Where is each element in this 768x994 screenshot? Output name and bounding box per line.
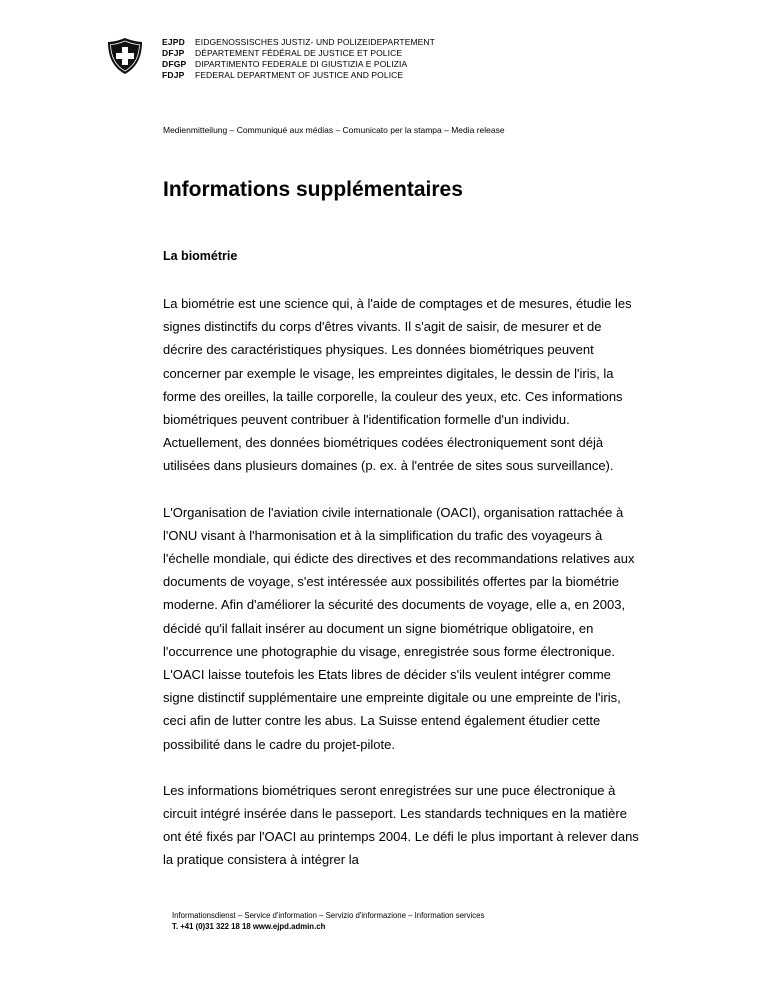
- section-heading: La biométrie: [163, 249, 238, 263]
- release-line: Medienmitteilung – Communiqué aux médias – Comunicato per la stampa – Media release: [163, 125, 505, 135]
- department-abbreviations: [162, 37, 186, 81]
- paragraph: Les informations biométriques seront enregistrées sur une puce électronique à circuit intégré insérée dans le passeport. Les standards techniques en la matière ont été fixés par l'OACI au printemps 2004. Le défi le plus important à relever dans la pratique consistera à intégrer la: [163, 782, 639, 868]
- abbreviation: EJPD: [162, 37, 186, 47]
- body-text: [163, 292, 643, 895]
- page-title: Informations supplémentaires: [163, 178, 463, 201]
- paragraph: La biométrie est une science qui, à l'aide de comptages et de mesures, étudie les signes distinctifs du corps d'êtres vivants. Il s'agit de saisir, de mesurer et de décrire des caractéristiques physiques. Les données biométriques peuvent concerner par exemple le visage, les empreintes digitales, le dessin de l'iris, la forme des oreilles, la taille corporelle, la couleur des yeux, etc. Ces informations biométriques peuvent contribuer à l'identification formelle d'un individu. Actuellement, des données biométriques codées électroniquement sont déjà utilisées dans plusieurs domaines (p. ex. à l'entrée de sites sous surveillance).: [163, 296, 632, 474]
- page-footer: [172, 910, 484, 932]
- department-name: DÉPARTEMENT FÉDÉRAL DE JUSTICE ET POLICE: [195, 48, 403, 58]
- department-name: EIDGENOSSISCHES JUSTIZ- UND POLIZEIDEPARTEMENT: [195, 37, 435, 47]
- abbreviation: FDJP: [162, 70, 185, 80]
- footer-services: Informationsdienst – Service d'information – Servizio d'informazione – Information services: [172, 911, 485, 920]
- abbreviation: DFGP: [162, 59, 187, 69]
- footer-contact: T. +41 (0)31 322 18 18 www.ejpd.admin.ch: [172, 922, 326, 931]
- department-names: [195, 37, 435, 81]
- department-name: FEDERAL DEPARTMENT OF JUSTICE AND POLICE: [195, 70, 404, 80]
- paragraph: L'Organisation de l'aviation civile internationale (OACI), organisation rattachée à l'ONU visant à l'harmonisation et à la simplification du trafic des voyageurs à l'échelle mondiale, qui édicte des directives et des recommandations relatives aux documents de voyage, s'est intéressée aux possibilités offertes par la biométrie moderne. Afin d'améliorer la sécurité des documents de voyage, elle a, en 2003, décidé qu'il fallait insérer au document un signe biométrique obligatoire, en l'occurrence une photographie du visage, enregistrée sous forme électronique. L'OACI laisse toutefois les Etats libres de décider s'ils veulent intégrer comme signe distinctif supplémentaire une empreinte digitale ou une empreinte de l'iris, ceci afin de lutter contre les abus. La Suisse entend également étudier cette possibilité dans le cadre du projet-pilote.: [163, 504, 635, 752]
- swiss-federal-crest-icon: [105, 36, 145, 76]
- abbreviation: DFJP: [162, 48, 185, 58]
- department-name: DIPARTIMENTO FEDERALE DI GIUSTIZIA E POLIZIA: [195, 59, 408, 69]
